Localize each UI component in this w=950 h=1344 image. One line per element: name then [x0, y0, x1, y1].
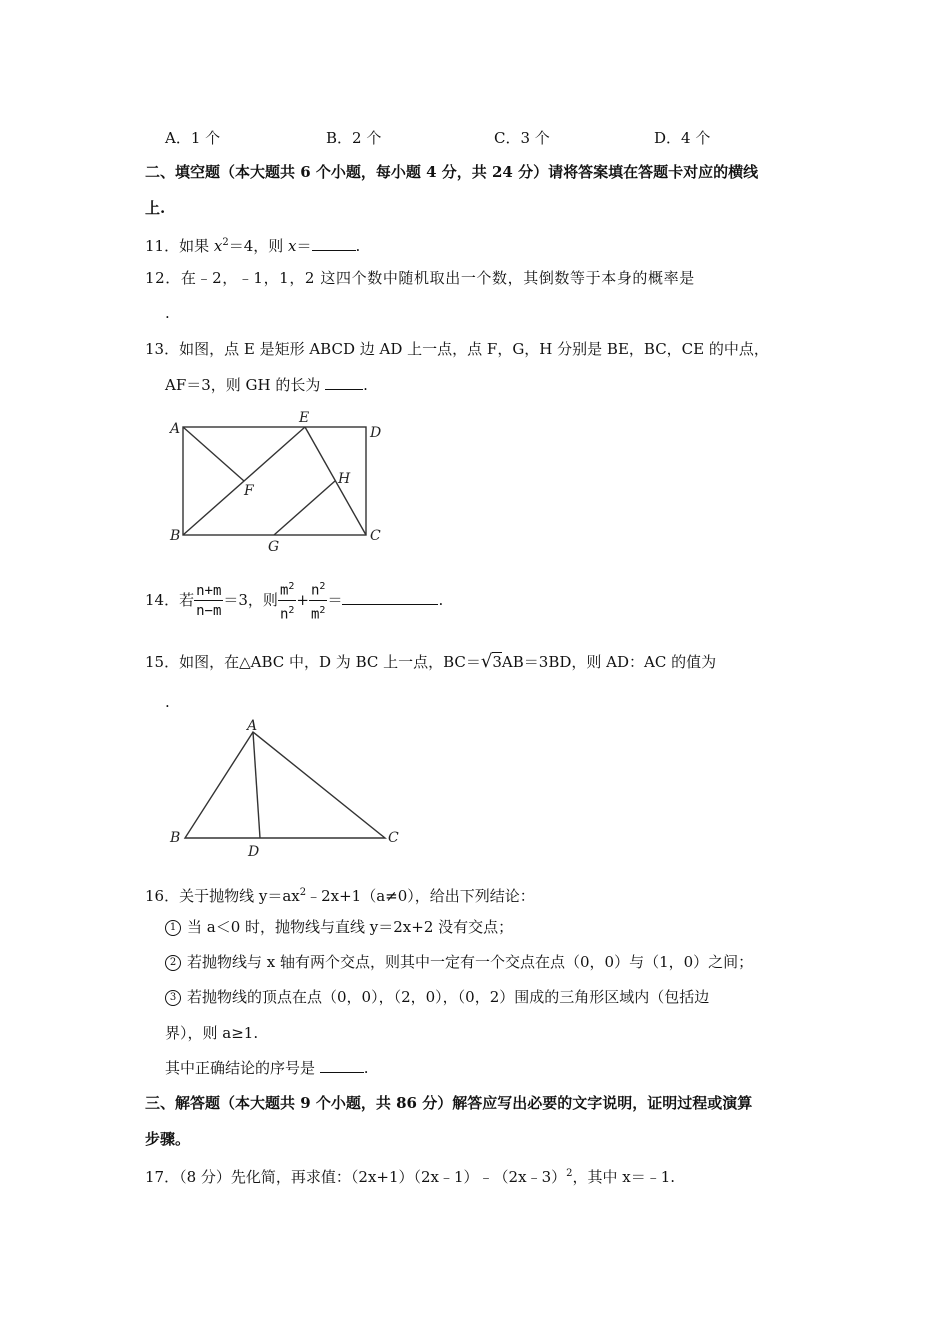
- label-a: A: [247, 718, 258, 734]
- conclusion-1: 1 当 a＜0 时，抛物线与直线 y＝2x+2 没有交点；: [165, 917, 513, 937]
- seg-ad: [253, 732, 260, 838]
- question-16-ask: 其中正确结论的序号是 .: [165, 1059, 369, 1077]
- question-15-end: .: [165, 693, 170, 711]
- label-a: A: [170, 421, 181, 437]
- conclusion-3-cont: 界），则 a≥1.: [165, 1024, 259, 1042]
- label-d: D: [248, 844, 260, 860]
- answer-blank[interactable]: [325, 375, 363, 390]
- rectangle-figure: [160, 405, 400, 555]
- section2-heading: 二、填空题（本大题共 6 个小题，每小题 4 分，共 24 分）请将答案填在答题卡对应的横线: [145, 163, 759, 181]
- question-15: 15．如图，在△ABC 中，D 为 BC 上一点，BC＝√3AB＝3BD，则 AD：AC 的值为: [145, 651, 717, 672]
- seg-ec: [305, 427, 366, 535]
- question-13: 13．如图，点 E 是矩形 ABCD 边 AD 上一点，点 F，G，H 分别是 BE，BC，CE 的中点，: [145, 340, 769, 358]
- triangle-figure: [160, 718, 410, 863]
- conclusion-3: 3 若抛物线的顶点在点（0，0），（2，0），（0，2）围成的三角形区域内（包括边: [165, 987, 709, 1007]
- label-f: F: [244, 483, 254, 499]
- choice-a: A．1 个: [165, 129, 221, 147]
- circled-1: 1: [165, 920, 181, 936]
- choice-b: B．2 个: [326, 129, 382, 147]
- label-c: C: [388, 830, 399, 846]
- seg-gh: [274, 481, 335, 535]
- label-c: C: [370, 528, 381, 544]
- question-12: 12．在﹣2，﹣1，1，2 这四个数中随机取出一个数，其倒数等于本身的概率是: [145, 269, 695, 287]
- label-g: G: [268, 539, 280, 555]
- question-14: 14．若 $\frac{n+m}{n-m}$ ＝3，则 $\frac{m^2}{n^2}$ + $\frac{n^2}{m^2}$ ＝ .: [145, 578, 443, 628]
- label-e: E: [299, 410, 310, 426]
- label-b: B: [170, 528, 181, 544]
- answer-blank[interactable]: [342, 590, 438, 605]
- section3-heading: 三、解答题（本大题共 9 个小题，共 86 分）解答应写出必要的文字说明，证明过程或演算: [145, 1094, 753, 1112]
- section2-heading-cont: 上.: [145, 199, 166, 217]
- triangle-abc: [185, 732, 385, 838]
- circled-3: 3: [165, 990, 181, 1006]
- label-d: D: [370, 425, 382, 441]
- label-h: H: [338, 471, 351, 487]
- label-b: B: [170, 830, 181, 846]
- section3-heading-cont: 步骤。: [145, 1130, 191, 1148]
- conclusion-2: 2 若抛物线与 x 轴有两个交点，则其中一定有一个交点在点（0，0）与（1，0）之间；: [165, 952, 753, 972]
- answer-blank[interactable]: [312, 236, 356, 251]
- question-11: 11．如果 $x^2=4$，则 x＝ .: [145, 237, 361, 255]
- choice-d: D．4 个: [654, 129, 711, 147]
- seg-af: [183, 427, 244, 481]
- circled-2: 2: [165, 955, 181, 971]
- question-17: 17．（8 分）先化简，再求值：（2x+1）（2x﹣1）﹣（2x﹣3）$^2$，其中 x＝﹣1.: [145, 1168, 676, 1186]
- question-12-end: .: [165, 304, 170, 322]
- question-16: 16．关于抛物线 $y=ax^2﹣2x+1(a\ne 0)$，给出下列结论：: [145, 887, 535, 905]
- question-13-cont: AF＝3，则 GH 的长为 .: [165, 376, 368, 394]
- choice-c: C．3 个: [494, 129, 550, 147]
- answer-blank[interactable]: [320, 1058, 364, 1073]
- sqrt-symbol: √: [480, 651, 493, 672]
